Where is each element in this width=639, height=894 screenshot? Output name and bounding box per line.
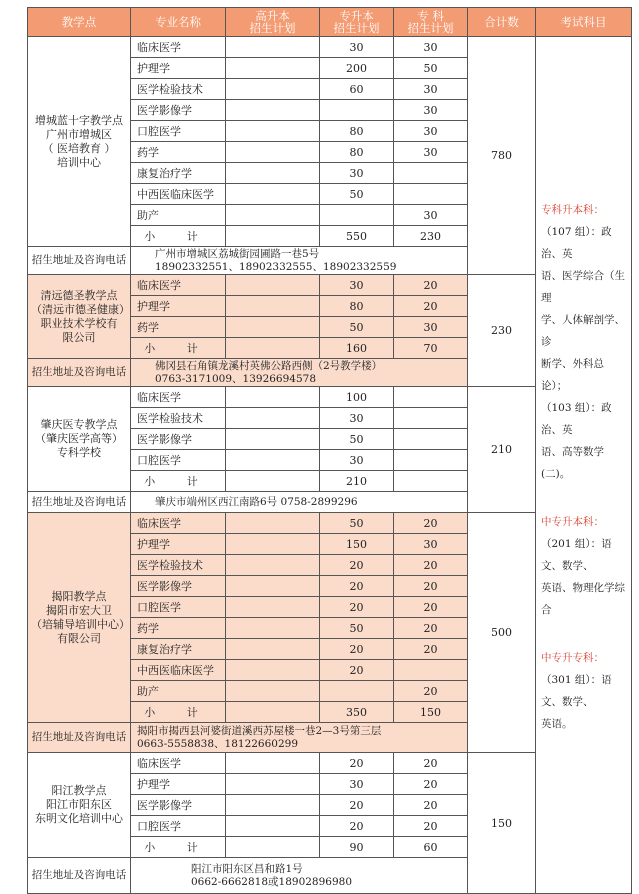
subtotal-gaosheng: [226, 837, 320, 858]
gaosheng-cell: [226, 184, 320, 205]
exam-line: 学、人体解剖学、诊: [541, 314, 625, 348]
site-name-line: 限公司: [62, 330, 96, 344]
major-cell: 康复治疗学: [131, 163, 226, 184]
site-name-line: （肇庆医学高等）: [35, 432, 123, 445]
major-cell: 中西医临床医学: [131, 660, 226, 681]
major-cell: 临床医学: [131, 37, 226, 58]
zhuansheng-cell: 30: [320, 275, 394, 296]
major-cell: 药学: [131, 142, 226, 163]
major-cell: 护理学: [131, 296, 226, 317]
zhuansheng-cell: 20: [320, 795, 394, 816]
gaosheng-cell: [226, 681, 320, 702]
address-label: 招生地址及咨询电话: [28, 247, 131, 275]
zhuanke-cell: 20: [394, 681, 468, 702]
major-cell: 助产: [131, 205, 226, 226]
zhuanke-cell: 20: [394, 576, 468, 597]
exam-line: 语、高等数学(二)。: [541, 446, 604, 480]
site-name-line: 培训中心: [57, 155, 101, 169]
subtotal-gaosheng: [226, 702, 320, 723]
major-cell: 康复治疗学: [131, 639, 226, 660]
subtotal-label: 小 计: [131, 702, 226, 723]
zhuansheng-cell: 30: [320, 450, 394, 471]
exam-subjects: [536, 37, 632, 894]
zhuanke-cell: 20: [394, 296, 468, 317]
gaosheng-cell: [226, 142, 320, 163]
zhuansheng-cell: 100: [320, 387, 394, 408]
subtotal-label: 小 计: [131, 338, 226, 359]
gaosheng-cell: [226, 795, 320, 816]
zhuanke-cell: 30: [394, 534, 468, 555]
zhuansheng-cell: 30: [320, 37, 394, 58]
zhuanke-cell: 30: [394, 121, 468, 142]
zhuanke-cell: 20: [394, 597, 468, 618]
exam-line: 断学、外科总论）；: [541, 358, 604, 392]
zhuanke-cell: 50: [394, 58, 468, 79]
address-line: 0662-6662818或18902896980: [191, 875, 353, 888]
exam-group-heading: 中专升专科：: [541, 652, 604, 664]
address-value: [131, 247, 468, 275]
zhuansheng-cell: [320, 681, 394, 702]
major-cell: 临床医学: [131, 753, 226, 774]
site-name-line: 肇庆医专教学点: [40, 418, 118, 431]
address-label: 招生地址及咨询电话: [28, 492, 131, 513]
major-cell: 医学检验技术: [131, 555, 226, 576]
gaosheng-cell: [226, 121, 320, 142]
major-cell: 中西医临床医学: [131, 184, 226, 205]
zhuanke-cell: [394, 387, 468, 408]
subtotal-label: 小 计: [131, 837, 226, 858]
header-total: 合计数: [468, 8, 536, 37]
site-total: 210: [468, 387, 536, 513]
zhuansheng-cell: 20: [320, 660, 394, 681]
major-cell: 护理学: [131, 58, 226, 79]
site-name-line: 广州市增城区: [46, 127, 112, 141]
address-line: 0763-3171009、13926694578: [155, 372, 317, 385]
site-name-line: 职业技术学校有: [40, 316, 118, 330]
zhuanke-cell: 30: [394, 317, 468, 338]
zhuanke-cell: 30: [394, 79, 468, 100]
zhuansheng-cell: 50: [320, 618, 394, 639]
subtotal-zhuansheng: 160: [320, 338, 394, 359]
zhuanke-cell: 20: [394, 275, 468, 296]
site-name-line: 增城蓝十字教学点: [35, 113, 123, 127]
zhuansheng-cell: [320, 100, 394, 121]
site-total: 150: [468, 753, 536, 894]
zhuanke-cell: 20: [394, 555, 468, 576]
zhuanke-cell: [394, 429, 468, 450]
address-value: [131, 723, 468, 753]
site-name: [28, 513, 131, 723]
zhuansheng-cell: 80: [320, 296, 394, 317]
subtotal-zhuanke: 230: [394, 226, 468, 247]
zhuansheng-cell: 80: [320, 121, 394, 142]
zhuansheng-cell: 30: [320, 163, 394, 184]
site-name-line: 揭阳市宏大卫: [46, 603, 112, 617]
subtotal-label: 小 计: [131, 471, 226, 492]
zhuanke-cell: 20: [394, 753, 468, 774]
site-name-line: 阳江市阳东区: [46, 798, 112, 811]
zhuanke-cell: 20: [394, 618, 468, 639]
subtotal-label: 小 计: [131, 226, 226, 247]
subtotal-zhuansheng: 350: [320, 702, 394, 723]
gaosheng-cell: [226, 774, 320, 795]
major-cell: 医学检验技术: [131, 79, 226, 100]
subtotal-zhuanke: 60: [394, 837, 468, 858]
major-cell: 口腔医学: [131, 597, 226, 618]
major-cell: 临床医学: [131, 513, 226, 534]
site-name-line: 专科学校: [57, 446, 101, 459]
zhuansheng-cell: 20: [320, 597, 394, 618]
zhuanke-cell: [394, 184, 468, 205]
exam-line: 英语。: [541, 718, 573, 730]
site-name-line: 阳江教学点: [51, 784, 107, 797]
major-cell: 药学: [131, 317, 226, 338]
address-line: 阳江市阳东区昌和路1号: [191, 862, 303, 875]
site-total: 500: [468, 513, 536, 753]
exam-line: 英语、物理化学综合: [541, 582, 625, 616]
zhuanke-cell: [394, 450, 468, 471]
zhuanke-cell: [394, 163, 468, 184]
gaosheng-cell: [226, 816, 320, 837]
header-zhuanke: 专 科 招生计划: [394, 8, 468, 37]
zhuansheng-cell: [320, 205, 394, 226]
gaosheng-cell: [226, 513, 320, 534]
site-name: [28, 37, 131, 247]
zhuansheng-cell: 20: [320, 576, 394, 597]
major-cell: 助产: [131, 681, 226, 702]
site-name-line: （ 医培教育 ）: [42, 141, 116, 155]
zhuanke-cell: 20: [394, 774, 468, 795]
gaosheng-cell: [226, 58, 320, 79]
header-zhuansheng: 专升本 招生计划: [320, 8, 394, 37]
gaosheng-cell: [226, 576, 320, 597]
address-label: 招生地址及咨询电话: [28, 359, 131, 387]
gaosheng-cell: [226, 450, 320, 471]
exam-line: （103 组）：政治、英: [541, 402, 612, 436]
header-site: 教学点: [28, 8, 131, 37]
gaosheng-cell: [226, 100, 320, 121]
major-cell: 药学: [131, 618, 226, 639]
subtotal-zhuanke: 150: [394, 702, 468, 723]
address-label: 招生地址及咨询电话: [28, 858, 131, 894]
zhuansheng-cell: 200: [320, 58, 394, 79]
address-value: [131, 359, 468, 387]
site-name: [28, 753, 131, 858]
address-value: [131, 858, 468, 894]
subtotal-zhuansheng: 90: [320, 837, 394, 858]
site-name: [28, 275, 131, 359]
zhuanke-cell: 30: [394, 100, 468, 121]
major-cell: 护理学: [131, 774, 226, 795]
gaosheng-cell: [226, 555, 320, 576]
zhuanke-cell: 20: [394, 816, 468, 837]
zhuansheng-cell: 30: [320, 408, 394, 429]
gaosheng-cell: [226, 37, 320, 58]
gaosheng-cell: [226, 660, 320, 681]
address-line: 广州市增城区荔城街园圃路一巷5号: [155, 247, 320, 260]
major-cell: 医学影像学: [131, 795, 226, 816]
gaosheng-cell: [226, 275, 320, 296]
zhuanke-cell: 20: [394, 513, 468, 534]
zhuansheng-cell: 80: [320, 142, 394, 163]
gaosheng-cell: [226, 429, 320, 450]
site-name-line: （清远市德圣健康）: [31, 302, 130, 316]
major-cell: 口腔医学: [131, 450, 226, 471]
zhuansheng-cell: 50: [320, 429, 394, 450]
site-total: 230: [468, 275, 536, 387]
major-cell: 护理学: [131, 534, 226, 555]
address-label: 招生地址及咨询电话: [28, 723, 131, 753]
gaosheng-cell: [226, 205, 320, 226]
header-row: [28, 8, 632, 37]
zhuanke-cell: [394, 660, 468, 681]
subtotal-zhuanke: 70: [394, 338, 468, 359]
address-line: 揭阳市揭西县河婆街道溪西苏屋楼一巷2—3号第三层: [137, 724, 382, 737]
exam-line: （201 组）：语文、数学、: [541, 538, 612, 572]
site-name-line: 清远德圣教学点: [40, 288, 118, 302]
exam-group-heading: 中专升本科：: [541, 516, 604, 528]
gaosheng-cell: [226, 534, 320, 555]
zhuanke-cell: 30: [394, 205, 468, 226]
site-name: [28, 387, 131, 492]
site-name-line: 东明文化培训中心: [35, 812, 123, 825]
gaosheng-cell: [226, 163, 320, 184]
zhuanke-cell: 30: [394, 142, 468, 163]
site-name-line: 有限公司: [57, 631, 101, 645]
table-body: [28, 37, 632, 894]
subtotal-zhuansheng: 210: [320, 471, 394, 492]
major-cell: 医学影像学: [131, 576, 226, 597]
site-name-line: （培辅导培训中心）: [31, 617, 130, 631]
zhuansheng-cell: 20: [320, 816, 394, 837]
address-line: 肇庆市端州区西江南路6号 0758-2899296: [155, 495, 358, 508]
zhuansheng-cell: 30: [320, 774, 394, 795]
header-exam: 考试科目: [536, 8, 632, 37]
exam-group-heading: 专科升本科：: [541, 204, 604, 216]
zhuanke-cell: [394, 408, 468, 429]
zhuansheng-cell: 50: [320, 184, 394, 205]
zhuansheng-cell: 20: [320, 639, 394, 660]
subtotal-zhuansheng: 550: [320, 226, 394, 247]
exam-line: 语、医学综合（生理: [541, 270, 625, 304]
gaosheng-cell: [226, 317, 320, 338]
gaosheng-cell: [226, 597, 320, 618]
major-cell: 口腔医学: [131, 121, 226, 142]
major-cell: 临床医学: [131, 275, 226, 296]
subtotal-gaosheng: [226, 338, 320, 359]
major-cell: 医学影像学: [131, 429, 226, 450]
major-cell: 口腔医学: [131, 816, 226, 837]
gaosheng-cell: [226, 753, 320, 774]
major-cell: 临床医学: [131, 387, 226, 408]
header-major: 专业名称: [131, 8, 226, 37]
subtotal-gaosheng: [226, 471, 320, 492]
zhuanke-cell: 20: [394, 795, 468, 816]
zhuanke-cell: 30: [394, 37, 468, 58]
zhuansheng-cell: 50: [320, 513, 394, 534]
gaosheng-cell: [226, 296, 320, 317]
gaosheng-cell: [226, 639, 320, 660]
gaosheng-cell: [226, 79, 320, 100]
admissions-table: [27, 7, 632, 894]
zhuansheng-cell: 20: [320, 555, 394, 576]
major-cell: 医学影像学: [131, 100, 226, 121]
zhuansheng-cell: 60: [320, 79, 394, 100]
address-line: 佛冈县石角镇龙溪村英佛公路西侧（2号教学楼）: [155, 359, 383, 372]
site-name-line: 揭阳教学点: [51, 589, 107, 603]
address-line: 0663-5558838、18122660299: [137, 737, 299, 750]
site-total: 780: [468, 37, 536, 275]
address-line: 18902332551、18902332555、18902332559: [155, 260, 397, 273]
zhuansheng-cell: 20: [320, 753, 394, 774]
major-cell: 医学检验技术: [131, 408, 226, 429]
zhuansheng-cell: 50: [320, 317, 394, 338]
gaosheng-cell: [226, 408, 320, 429]
zhuanke-cell: 20: [394, 639, 468, 660]
header-gaosheng: 高升本 招生计划: [226, 8, 320, 37]
exam-line: （107 组）：政治、英: [541, 226, 612, 260]
zhuansheng-cell: 150: [320, 534, 394, 555]
address-value: [131, 492, 468, 513]
subtotal-gaosheng: [226, 226, 320, 247]
subtotal-zhuanke: [394, 471, 468, 492]
exam-line: （301 组）：语文、数学、: [541, 674, 612, 708]
gaosheng-cell: [226, 618, 320, 639]
gaosheng-cell: [226, 387, 320, 408]
table-row: [28, 37, 632, 58]
